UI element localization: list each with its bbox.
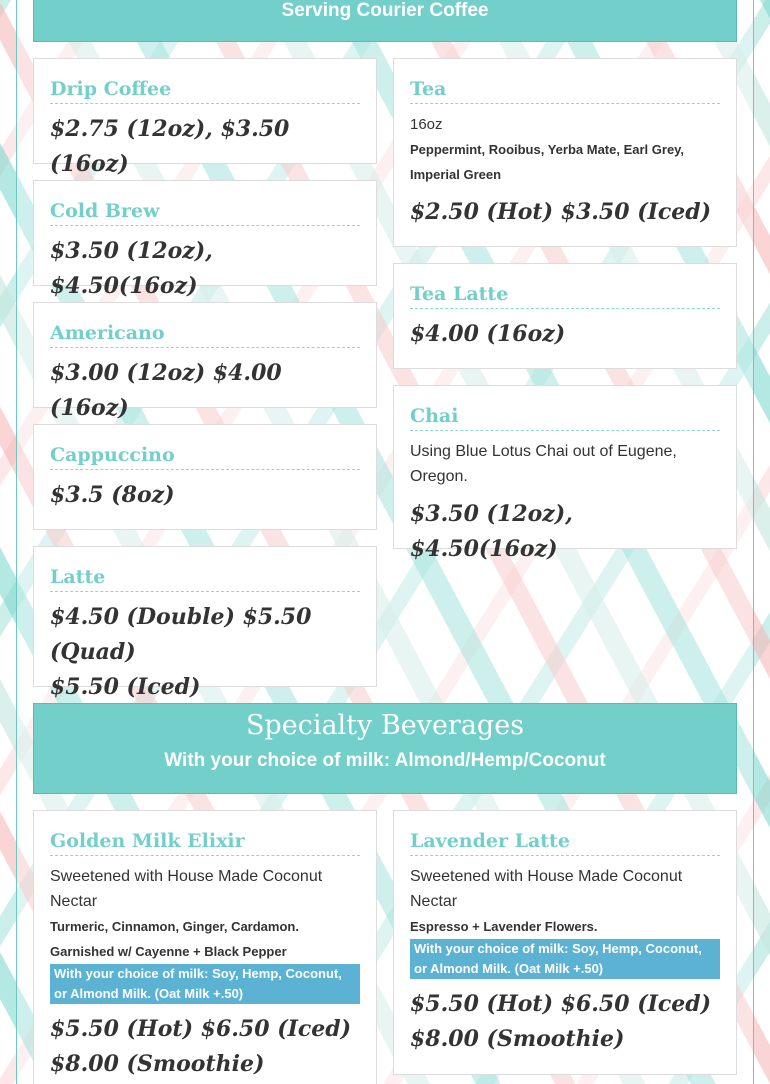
item-price (410, 987, 720, 1057)
item-price (50, 600, 360, 705)
menu-card-latte (33, 546, 377, 700)
milk-choice-note: With your choice of milk: Soy, Hemp, Coconut, or Almond Milk. (Oat Milk +.50) (50, 964, 360, 1004)
item-name: Cold Brew (50, 181, 360, 226)
menu-card-drip-coffee (33, 58, 377, 177)
specialty-banner (33, 703, 737, 794)
specialty-title: Specialty Beverages (245, 710, 525, 741)
item-ingredients: Espresso + Lavender Flowers. (410, 919, 598, 934)
item-price: $3.00 (12oz) $4.00 (16oz) (50, 360, 282, 421)
menu-card-tea (393, 58, 737, 247)
item-price: $3.50 (12oz), $4.50(16oz) (410, 501, 573, 562)
item-name: Latte (50, 547, 360, 592)
item-description: Sweetened with House Made Coconut Nectar (410, 868, 683, 910)
menu-card-golden-milk-elixir (33, 810, 377, 1084)
item-price-line-2: $8.00 (Smoothie) (50, 1051, 265, 1077)
menu-card-lavender-latte (393, 810, 737, 1075)
menu-card-americano (33, 302, 377, 421)
menu-card-cappuccino (33, 424, 377, 530)
item-price-line-2: $8.00 (Smoothie) (410, 1026, 625, 1052)
item-price: $4.00 (16oz) (410, 321, 566, 347)
menu-card-tea-latte (393, 263, 737, 369)
item-name: Tea Latte (410, 264, 720, 309)
item-name: Lavender Latte (410, 811, 720, 856)
item-price: $3.50 (12oz), $4.50(16oz) (50, 238, 213, 299)
item-size: 16oz (410, 116, 443, 133)
item-name: Americano (50, 303, 360, 348)
item-price: $2.75 (12oz), $3.50 (16oz) (50, 116, 290, 177)
item-price-line-2: $5.50 (Iced) (50, 674, 201, 700)
item-ingredients: Turmeric, Cinnamon, Ginger, Cardamon. (50, 919, 299, 934)
item-price: $2.50 (Hot) $3.50 (Iced) (410, 199, 712, 225)
item-price-line-1: $4.50 (Double) $5.50 (Quad) (50, 604, 312, 665)
item-name: Chai (410, 386, 720, 431)
item-price (50, 1012, 360, 1082)
header-title: Serving Courier Coffee (281, 0, 489, 21)
item-name: Cappuccino (50, 425, 360, 470)
item-name: Tea (410, 59, 720, 104)
item-price-line-1: $5.50 (Hot) $6.50 (Iced) (410, 991, 712, 1017)
item-name: Golden Milk Elixir (50, 811, 360, 856)
item-flavors: Peppermint, Rooibus, Yerba Mate, Earl Grey, Imperial Green (410, 142, 685, 182)
milk-choice-note: With your choice of milk: Soy, Hemp, Coconut, or Almond Milk. (Oat Milk +.50) (410, 939, 720, 979)
item-garnish: Garnished w/ Cayenne + Black Pepper (50, 944, 287, 959)
header-banner (33, 0, 737, 42)
item-price: $3.5 (8oz) (50, 482, 175, 508)
specialty-subtitle: With your choice of milk: Almond/Hemp/Coconut (164, 750, 606, 771)
menu-card-chai (393, 385, 737, 562)
item-description: Using Blue Lotus Chai out of Eugene, Oregon. (410, 443, 677, 485)
item-description: Sweetened with House Made Coconut Nectar (50, 868, 323, 910)
item-price-line-1: $5.50 (Hot) $6.50 (Iced) (50, 1016, 352, 1042)
menu-card-cold-brew (33, 180, 377, 299)
item-name: Drip Coffee (50, 59, 360, 104)
